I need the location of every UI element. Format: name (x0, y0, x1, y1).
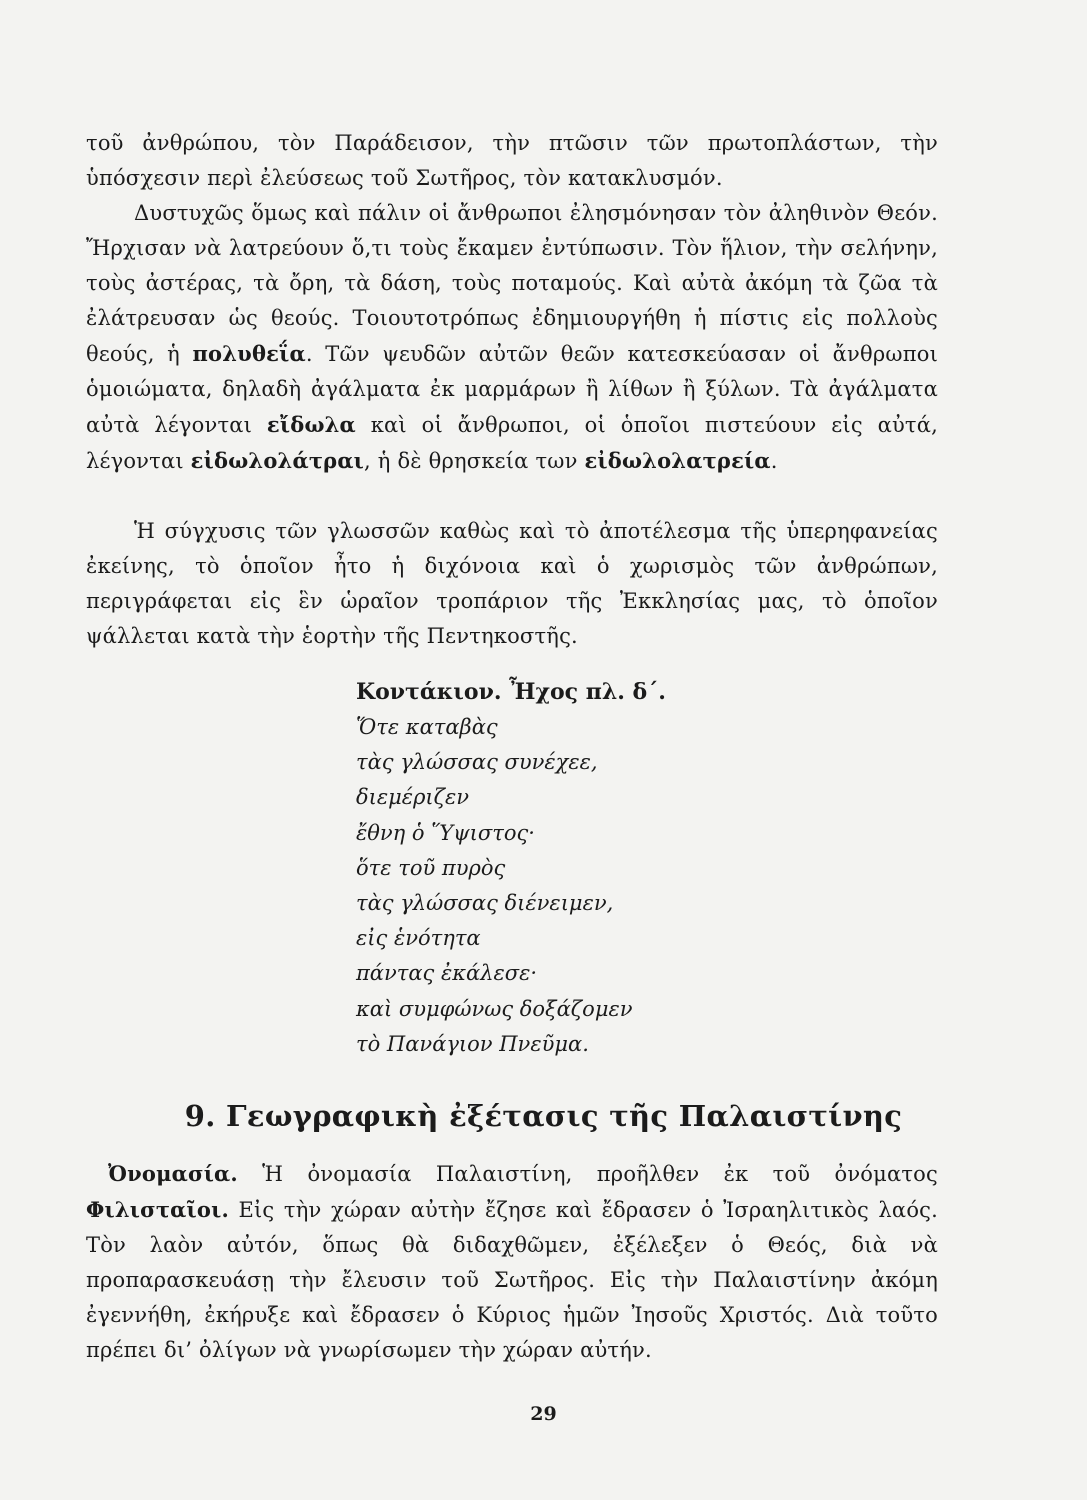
hymn-line: πάντας ἐκάλεσε· (356, 961, 538, 986)
lead-term: Ὀνομασία. (108, 1161, 238, 1186)
term-polytheism: πολυθεΐα (192, 341, 306, 366)
hymn-line: τὰς γλώσσας συνέχεε, (356, 750, 598, 775)
hymn-line: καὶ συμφώνως δοξάζομεν (356, 996, 633, 1021)
text-run: Δυστυχῶς ὅμως καὶ πάλιν οἱ ἄνθρωποι ἐλησμόνησαν τὸν ἀληθινὸν Θεόν. Ἤρχισαν νὰ λατρεύουν ὅ,τι τοὺς ἔκαμεν ἐντύπωσιν. Τὸν ἥλιον, τὴν σελήνην, τοὺς ἀστέρας, τὰ ὄρη, τὰ δάση, τοὺς ποταμούς. Καὶ αὐτὰ ἀκόμη τὰ ζῶα τὰ ἐλάτρευσαν ὡς θεούς. Τοιουτοτρόπως ἐδημιουργήθη ἡ πίστις εἰς πολλοὺς θεούς, ἡ (86, 201, 938, 366)
text-run: Εἰς τὴν χώραν αὐτὴν ἔζησε καὶ ἔδρασεν ὁ Ἰσραηλιτικὸς λαός. Τὸν λαὸν αὐτόν, ὅπως θὰ διδαχθῶμεν, ἐξέλεξεν ὁ Θεός, διὰ νὰ προπαρασκευάσῃ τὴν ἔλευσιν τοῦ Σωτῆρος. Εἰς τὴν Παλαιστίνην ἀκόμη ἐγεννήθη, ἐκήρυξε καὶ ἔδρασεν ὁ Κύριος ἡμῶν Ἰησοῦς Χριστός. Διὰ τοῦτο πρέπει δι’ ὀλίγων νὰ γνωρίσωμεν τὴν χώραν αὐτήν. (86, 1198, 938, 1362)
hymn-line: Ὅτε καταβὰς (356, 715, 498, 739)
text-run: . Τῶν ψευδῶν αὐτῶν θεῶν κατεσκεύασαν οἱ ἄνθρωποι ὁμοιώματα, δηλαδὴ ἀγάλματα ἐκ μαρμάρων ἢ λίθων ἢ ξύλων. Τὰ ἀγάλματα αὐτὰ λέγονται (86, 342, 938, 437)
term-idols: εἴδωλα (266, 412, 356, 437)
term-idolaters: εἰδωλολάτραι (190, 448, 365, 473)
hymn-line: τὸ Πανάγιον Πνεῦμα. (356, 1031, 589, 1056)
term-idolatry: εἰδωλολατρεία (584, 448, 771, 473)
hymn-line: τὰς γλώσσας διένειμεν, (356, 891, 614, 916)
section-heading: 9. Γεωγραφικὴ ἐξέτασις τῆς Παλαιστίνης (184, 1099, 903, 1133)
paragraph-text: Ἡ σύγχυσις τῶν γλωσσῶν καθὼς καὶ τὸ ἀποτέλεσμα τῆς ὑπερηφανείας ἐκείνης, τὸ ὁποῖον ἦτο ἡ διχόνοια καὶ ὁ χωρισμὸς τῶν ἀνθρώπων, περιγράφεται εἰς ἓν ὡραῖον τροπάριον τῆς Ἐκκλησίας μας, τὸ ὁποῖον ψάλλεται κατὰ τὴν ἑορτὴν τῆς Πεντηκοστῆς. (86, 519, 938, 648)
text-run: , ἡ δὲ θρησκεία των (364, 449, 585, 473)
paragraph-confusion-of-tongues (86, 514, 938, 654)
paragraph-text: τοῦ ἀνθρώπου, τὸν Παράδεισον, τὴν πτῶσιν τῶν πρωτοπλάστων, τὴν ὑπόσχεσιν περὶ ἐλεύσεως τοῦ Σωτῆρος, τὸν κατακλυσμόν. (86, 131, 938, 190)
text-run: . (770, 449, 778, 473)
paragraph-idolatry (86, 196, 938, 479)
hymn-line: διεμέριζεν (356, 785, 470, 810)
hymn-line: εἰς ἑνότητα (356, 926, 481, 951)
paragraph-creation (86, 126, 938, 196)
paragraph-text (86, 196, 938, 479)
kontakion-title: Κοντάκιον. Ἦχος πλ. δ΄. (356, 679, 666, 705)
kontakion-hymn (356, 710, 633, 1062)
text-run: καὶ οἱ ἄνθρωποι, οἱ ὁποῖοι πιστεύουν εἰς αὐτά, λέγονται (86, 413, 938, 473)
paragraph-text (86, 1156, 938, 1368)
paragraph-naming (86, 1156, 938, 1368)
page-number: 29 (530, 1403, 557, 1425)
hymn-line: ἔθνη ὁ Ὕψιστος· (356, 820, 535, 845)
term-philistines: Φιλισταῖοι. (86, 1197, 229, 1222)
text-run: Ἡ ὀνομασία Παλαιστίνη, προῆλθεν ἐκ τοῦ ὀνόματος (237, 1162, 938, 1186)
hymn-line: ὅτε τοῦ πυρὸς (356, 855, 506, 880)
